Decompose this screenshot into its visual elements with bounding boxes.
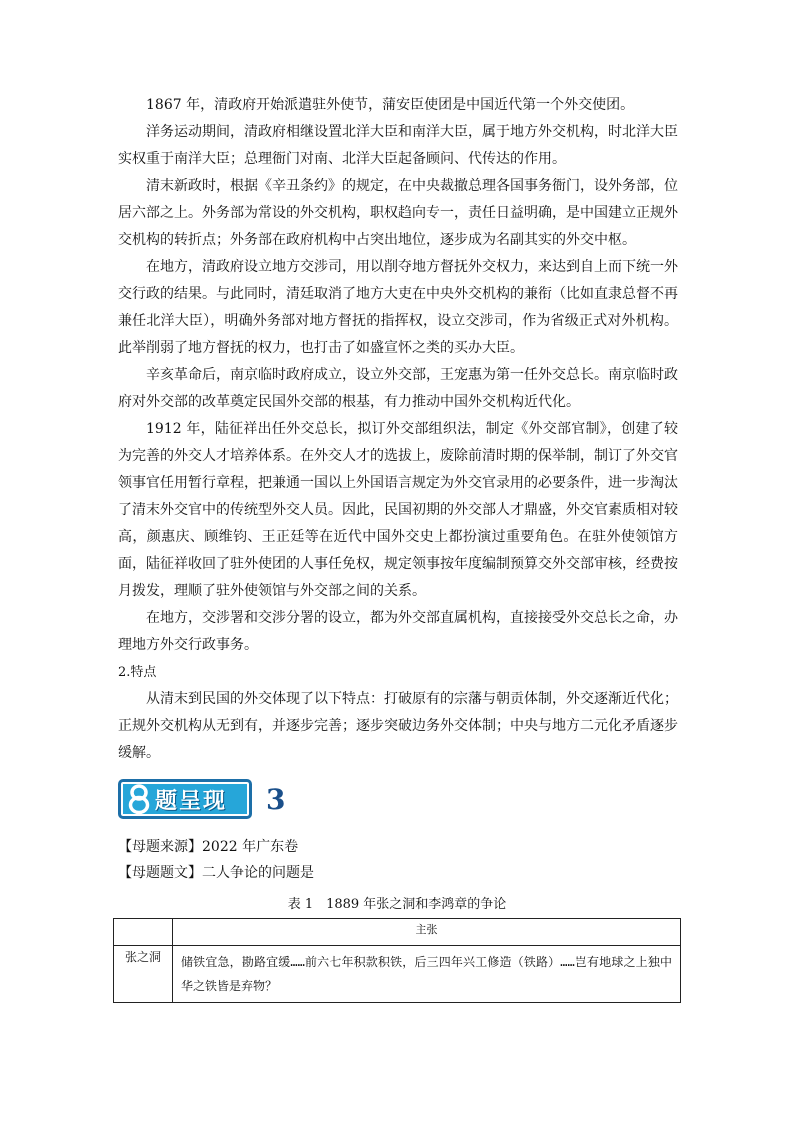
table-header-row xyxy=(114,919,681,946)
banner-label: 题呈现 xyxy=(155,788,228,814)
table-caption: 表 1 1889 年张之洞和李鸿章的争论 xyxy=(287,897,507,912)
paragraph-xinhai: 辛亥革命后，南京临时政府成立，设立外交部，王宠惠为第一任外交总长。南京临时政府对外交部的改革奠定民国外交部的根基，有力推动中国外交机构近代化。 xyxy=(118,367,678,410)
table-person-cell: 张之洞 xyxy=(114,946,173,1003)
debate-table xyxy=(113,918,681,1003)
paragraph-1912: 1912 年，陆征祥出任外交总长，拟订外交部组织法，制定《外交部官制》，创建了较为完善的外交人才培养体系。在外交人才的选拔上，废除前清时期的保举制，制订了外交官领事官任用暂行章程，把兼通一国以上外国语言规定为外交官录用的必要条件，进一步淘汰了清末外交官中的传统型外交人员。因此，民国初期的外交部人才鼎盛，外交官素质相对较高，颜惠庆、顾维钧、王正廷等在近代中国外交史上都扮演过重要角色。在驻外使领馆方面，陆征祥收回了驻外使团的人事任免权，规定领事按年度编制预算交外交部审核，经费按月拨发，理顺了驻外使领馆与外交部之间的关系。 xyxy=(118,421,678,599)
table-view-cell: 储铁宜急，勘路宜缓……前六七年积款积铁，后三四年兴工修造（铁路）……岂有地球之上独中华之铁皆是弃物？ xyxy=(173,946,681,1003)
section-heading: 2.特点 xyxy=(118,665,157,680)
paragraph-yangwu: 洋务运动期间，清政府相继设置北洋大臣和南洋大臣，属于地方外交机构，时北洋大臣实权重于南洋大臣；总理衙门对南、北洋大臣起备顾问、代传达的作用。 xyxy=(118,124,678,167)
table-header-empty xyxy=(114,919,173,946)
number-8-icon xyxy=(127,784,151,814)
paragraph-local-minguo: 在地方，交涉署和交涉分署的设立，都为外交部直属机构，直接接受外交总长之命，办理地方外交行政事务。 xyxy=(118,610,678,653)
banner-badge xyxy=(118,779,252,819)
source-question: 【母题题文】二人争论的问题是 xyxy=(118,865,314,881)
section-text: 从清末到民国的外交体现了以下特点：打破原有的宗藩与朝贡体制，外交逐渐近代化；正规外交机构从无到有，并逐步完善；逐步突破边务外交体制；中央与地方二元化矛盾逐步缓解。 xyxy=(118,691,678,761)
table-header-cell: 主张 xyxy=(173,919,681,946)
paragraph-local-qing: 在地方，清政府设立地方交涉司，用以削夺地方督抚外交权力，来达到自上而下统一外交行政的结果。与此同时，清廷取消了地方大吏在中央外交机构的兼衔（比如直隶总督不再兼任北洋大臣），明确外务部对地方督抚的指挥权，设立交涉司，作为省级正式对外机构。此举削弱了地方督抚的权力，也打击了如盛宣怀之类的买办大臣。 xyxy=(118,259,678,356)
paragraph-1867: 1867 年，清政府开始派遣驻外使节，蒲安臣使团是中国近代第一个外交使团。 xyxy=(146,97,635,113)
source-origin: 【母题来源】2022 年广东卷 xyxy=(118,839,299,855)
table-row xyxy=(114,946,681,1003)
section-banner xyxy=(118,776,285,822)
banner-number: 3 xyxy=(266,782,286,816)
paragraph-xinzheng: 清末新政时，根据《辛丑条约》的规定，在中央裁撤总理各国事务衙门，设外务部，位居六部之上。外务部为常设的外交机构，职权趋向专一，责任日益明确，是中国建立正规外交机构的转折点；外务部在政府机构中占突出地位，逐步成为名副其实的外交中枢。 xyxy=(118,178,678,248)
